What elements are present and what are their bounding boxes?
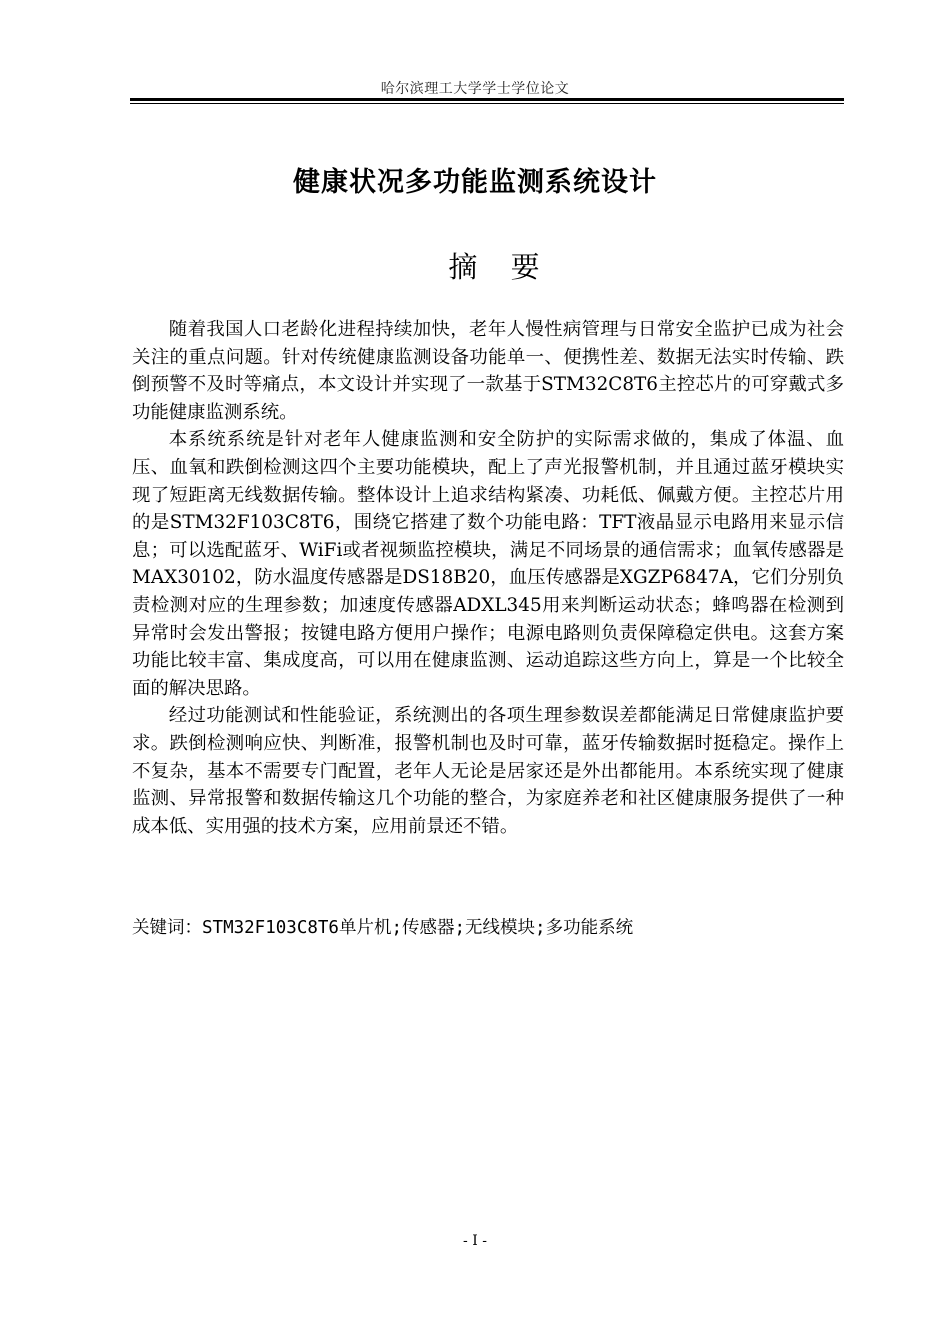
- abstract-paragraph-3: 经过功能测试和性能验证，系统测出的各项生理参数误差都能满足日常健康监护要求。跌倒检测响应快、判断准，报警机制也及时可靠，蓝牙传输数据时挺稳定。操作上不复杂，基本不需要专门配置，老年人无论是居家还是外出都能用。本系统实现了健康监测、异常报警和数据传输这几个功能的整合，为家庭养老和社区健康服务提供了一种成本低、实用强的技术方案，应用前景还不错。: [132, 705, 844, 837]
- abstract-heading: 摘 要: [448, 250, 552, 284]
- running-header: 哈尔滨理工大学学士学位论文: [380, 81, 570, 97]
- header-rule: [130, 98, 844, 101]
- abstract-paragraph-1: 随着我国人口老龄化进程持续加快，老年人慢性病管理与日常安全监护已成为社会关注的重点问题。针对传统健康监测设备功能单一、便携性差、数据无法实时传输、跌倒预警不及时等痛点，本文设计并实现了一款基于STM32C8T6主控芯片的可穿戴式多功能健康监测系统。: [132, 319, 844, 423]
- abstract-paragraph-2: 本系统系统是针对老年人健康监测和安全防护的实际需求做的，集成了体温、血压、血氧和跌倒检测这四个主要功能模块，配上了声光报警机制，并且通过蓝牙模块实现了短距离无线数据传输。整体设计上追求结构紧凑、功耗低、佩戴方便。主控芯片用的是STM32F103C8T6，围绕它搭建了数个功能电路：TFT液晶显示电路用来显示信息；可以选配蓝牙、WiFi或者视频监控模块，满足不同场景的通信需求；血氧传感器是MAX30102，防水温度传感器是DS18B20，血压传感器是XGZP6847A，它们分别负责检测对应的生理参数；加速度传感器ADXL345用来判断运动状态；蜂鸣器在检测到异常时会发出警报；按键电路方便用户操作；电源电路则负责保障稳定供电。这套方案功能比较丰富、集成度高，可以用在健康监测、运动追踪这些方向上，算是一个比较全面的解决思路。: [132, 429, 844, 699]
- abstract-body: [132, 316, 844, 840]
- header-rule-thin: [130, 103, 844, 104]
- keywords-line: 关键词：STM32F103C8T6单片机;传感器;无线模块;多功能系统: [132, 918, 634, 938]
- thesis-title: 健康状况多功能监测系统设计: [293, 167, 657, 198]
- page-number: - I -: [463, 1233, 487, 1249]
